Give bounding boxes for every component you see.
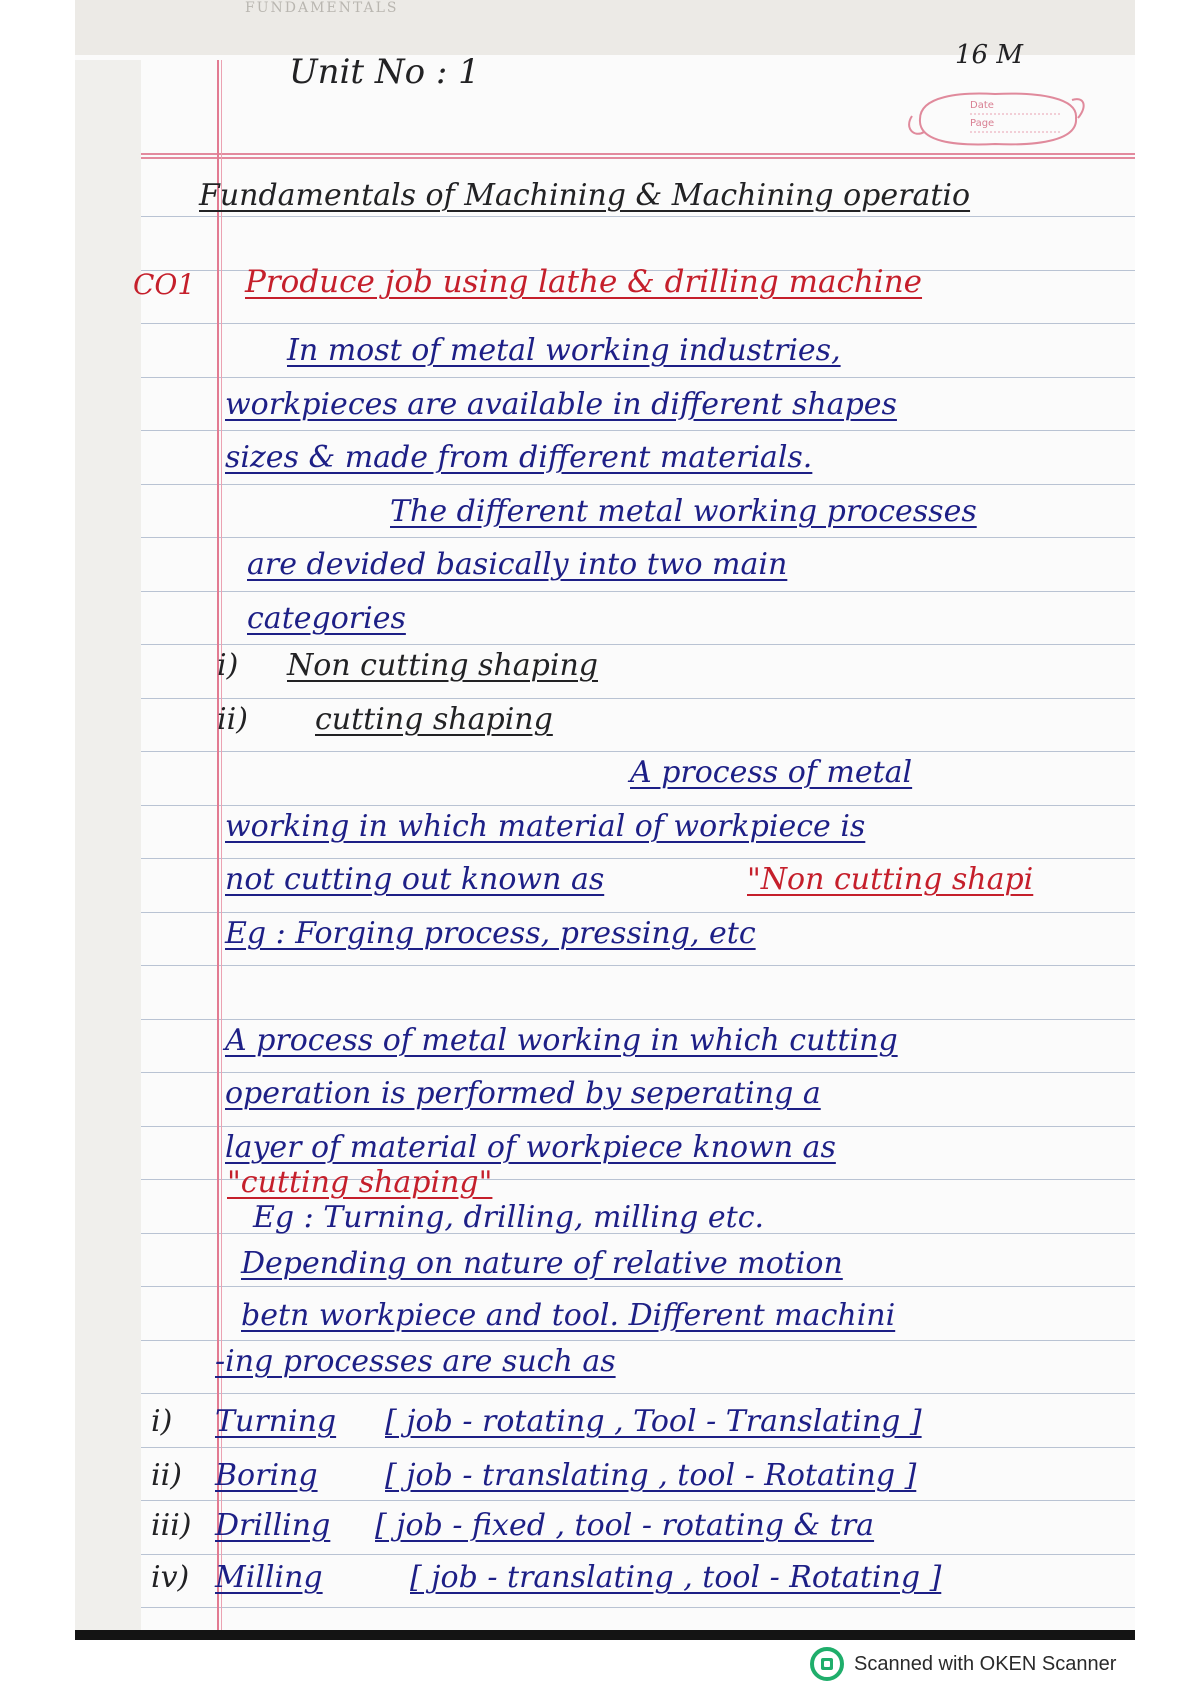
process-num: ii) <box>151 1458 182 1493</box>
process-name: Boring <box>215 1458 318 1493</box>
margin-line-inner <box>221 60 222 1630</box>
process-desc: [ job - translating , tool - Rotating ] <box>385 1458 917 1493</box>
intro-line: categories <box>247 601 406 636</box>
category-text: Non cutting shaping <box>287 648 598 683</box>
process-name: Drilling <box>215 1508 331 1543</box>
intro-line: sizes & made from different materials. <box>225 440 813 475</box>
scanner-watermark <box>810 1647 1116 1681</box>
definition-line: not cutting out known as <box>225 862 605 897</box>
definition-line: working in which material of workpiece is <box>225 809 866 844</box>
process-desc: [ job - translating , tool - Rotating ] <box>410 1560 942 1595</box>
notebook-page <box>75 0 1135 1640</box>
intro-line: The different metal working processes <box>390 494 977 529</box>
category-num: i) <box>217 648 239 683</box>
stamp-date-label: Date <box>970 100 994 111</box>
stamp-page-label: Page <box>970 118 995 129</box>
date-page-stamp <box>900 88 1090 150</box>
process-name: Turning <box>215 1404 337 1439</box>
oken-logo-icon <box>810 1647 844 1681</box>
cutting-term: "cutting shaping" <box>227 1165 493 1200</box>
intro-line: are devided basically into two main <box>247 547 788 582</box>
intro-line: In most of metal working industries, <box>287 333 841 368</box>
category-num: ii) <box>217 702 248 737</box>
scanner-text: Scanned with OKEN Scanner <box>854 1652 1117 1675</box>
marks-label: 16 M <box>955 40 1023 70</box>
process-num: i) <box>151 1404 173 1439</box>
process-num: iv) <box>151 1560 190 1595</box>
co-text: Produce job using lathe & drilling machine <box>245 264 923 300</box>
definition-line: operation is performed by seperating a <box>225 1076 821 1111</box>
definition-line: A process of metal <box>630 755 913 790</box>
unit-heading: Unit No : 1 <box>289 52 480 92</box>
definition-line: betn workpiece and tool. Different machini <box>241 1298 896 1333</box>
process-desc: [ job - rotating , Tool - Translating ] <box>385 1404 922 1439</box>
process-num: iii) <box>151 1508 192 1543</box>
intro-line: workpieces are available in different shapes <box>225 387 897 422</box>
definition-line: Depending on nature of relative motion <box>241 1246 843 1281</box>
category-text: cutting shaping <box>315 702 553 737</box>
process-desc: [ job - fixed , tool - rotating & tra <box>375 1508 875 1543</box>
example-line: Eg : Turning, drilling, milling etc. <box>253 1200 765 1235</box>
margin-line <box>217 60 219 1630</box>
definition-line: A process of metal working in which cutting <box>225 1023 898 1058</box>
non-cutting-term: "Non cutting shapi <box>747 862 1034 897</box>
example-line: Eg : Forging process, pressing, etc <box>225 916 756 951</box>
definition-line: layer of material of workpiece known as <box>225 1130 836 1165</box>
page-title: Fundamentals of Machining & Machining operatio <box>199 178 971 213</box>
page-top-fragment: FUNDAMENTALS <box>245 0 399 16</box>
page-left-edge <box>75 60 141 1630</box>
process-name: Milling <box>215 1560 323 1595</box>
definition-line: -ing processes are such as <box>215 1344 616 1379</box>
co-label: CO1 <box>133 268 196 301</box>
